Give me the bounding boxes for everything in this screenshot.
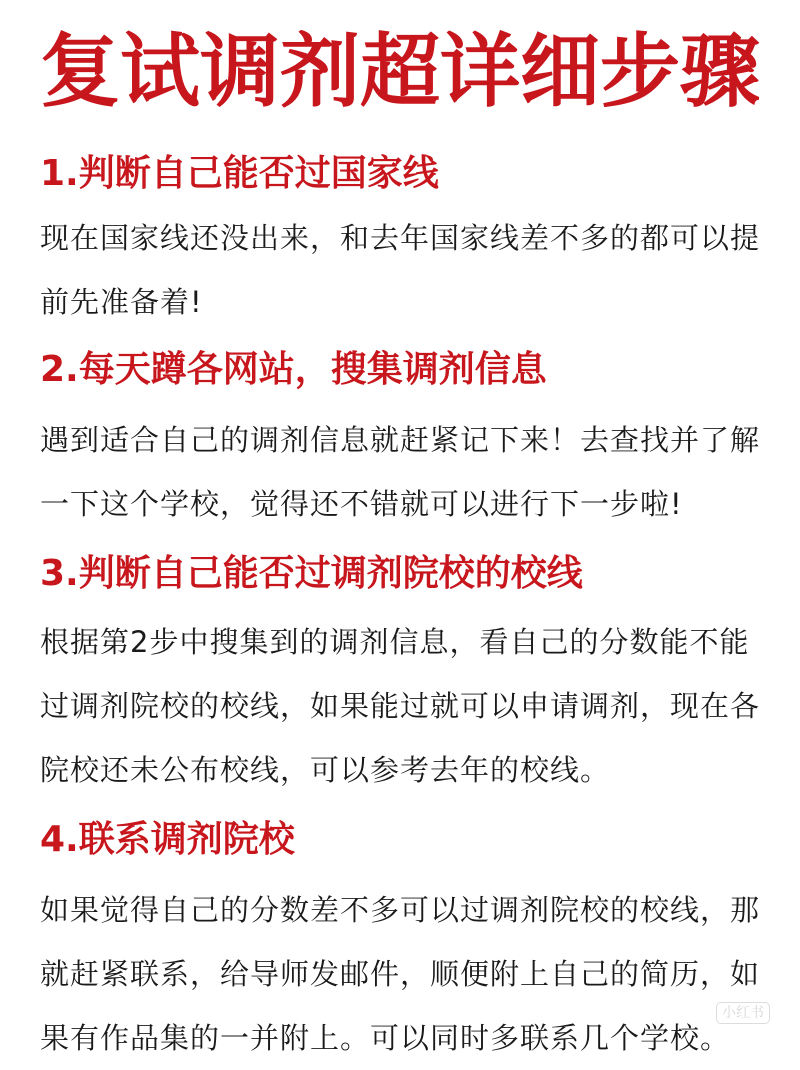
section-3-heading: 3.判断自己能否过调剂院校的校线 xyxy=(40,553,583,594)
section-3-body xyxy=(40,610,764,802)
section-4-body xyxy=(40,878,764,1070)
watermark-logo: 小红书 xyxy=(716,1002,770,1024)
section-3-line-2: 过调剂院校的校线，如果能过就可以申请调剂，现在各 xyxy=(40,689,761,723)
section-2-heading: 2.每天蹲各网站，搜集调剂信息 xyxy=(40,349,547,390)
section-3-line-1: 根据第2步中搜集到的调剂信息，看自己的分数能不能 xyxy=(40,625,750,659)
section-1-line-2: 前先准备着! xyxy=(40,285,203,319)
section-1-line-1: 现在国家线还没出来，和去年国家线差不多的都可以提 xyxy=(40,221,761,255)
section-4-line-3: 果有作品集的一并附上。可以同时多联系几个学校。 xyxy=(40,1021,731,1055)
section-1-heading: 1.判断自己能否过国家线 xyxy=(40,153,439,194)
page-title: 复试调剂超详细步骤 xyxy=(40,25,760,118)
section-2-body xyxy=(40,408,764,536)
section-4-line-2: 就赶紧联系，给导师发邮件，顺便附上自己的简历，如 xyxy=(40,957,761,991)
section-3-line-3: 院校还未公布校线，可以参考去年的校线。 xyxy=(40,753,611,787)
watermark xyxy=(716,1002,770,1024)
section-4-heading: 4.联系调剂院校 xyxy=(40,819,295,860)
section-2-line-2: 一下这个学校，觉得还不错就可以进行下一步啦! xyxy=(40,487,683,521)
section-4-line-1: 如果觉得自己的分数差不多可以过调剂院校的校线，那 xyxy=(40,893,761,927)
section-1-body xyxy=(40,206,764,334)
section-2-line-1: 遇到适合自己的调剂信息就赶紧记下来！去查找并了解 xyxy=(40,423,761,457)
